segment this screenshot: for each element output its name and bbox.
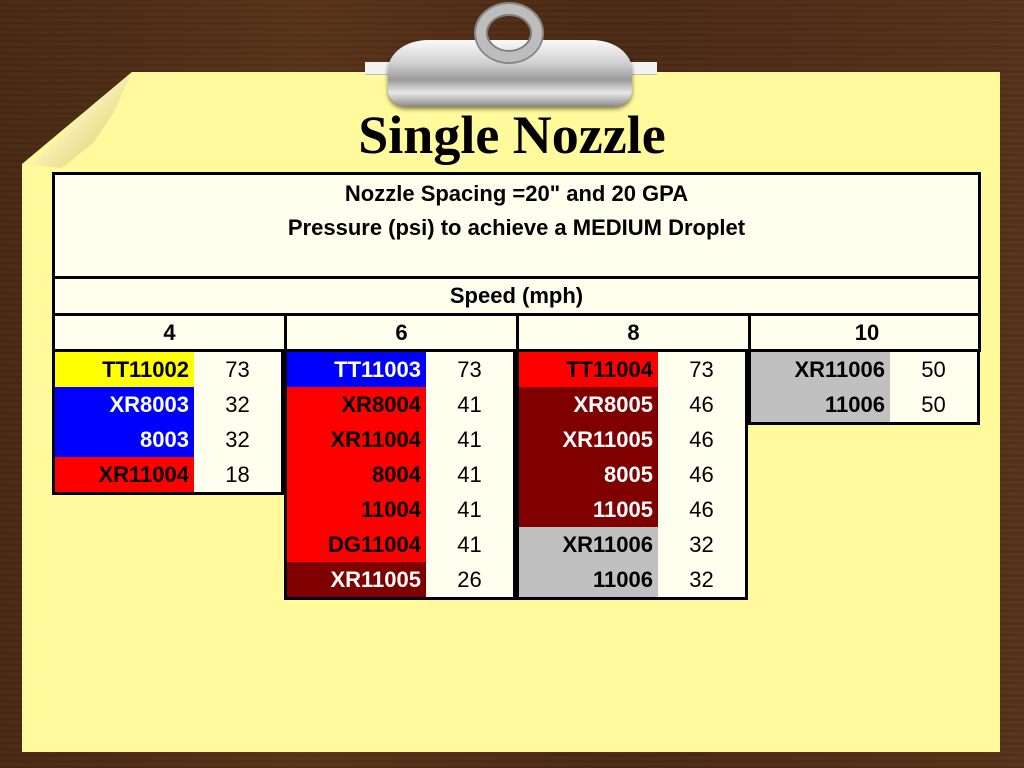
clip-ring-icon <box>476 4 542 62</box>
pressure-cell: 73 <box>225 357 250 382</box>
table-row <box>519 457 745 492</box>
nozzle-cell: 8004 <box>287 457 426 492</box>
speed-header-8: 8 <box>519 316 751 349</box>
header-line-pressure: Pressure (psi) to achieve a MEDIUM Droplet <box>287 215 746 240</box>
speed-label: Speed (mph) <box>52 279 981 316</box>
nozzle-cell: XR11005 <box>287 562 426 597</box>
header-line-spacing: Nozzle Spacing =20" and 20 GPA <box>344 181 689 206</box>
table-row <box>287 352 513 387</box>
pressure-cell: 41 <box>457 427 482 452</box>
pressure-cell: 18 <box>225 462 250 487</box>
nozzle-cell: 11006 <box>751 387 890 422</box>
speed-column-8 <box>516 352 748 600</box>
nozzle-cell: XR11004 <box>55 457 194 492</box>
nozzle-cell: TT11002 <box>55 352 194 387</box>
speed-column-4 <box>52 352 284 495</box>
pressure-cell: 32 <box>689 567 714 592</box>
nozzle-cell: 11004 <box>287 492 426 527</box>
nozzle-cell: TT11004 <box>519 352 658 387</box>
pressure-cell: 46 <box>689 427 714 452</box>
pressure-cell: 73 <box>689 357 714 382</box>
pressure-cell: 41 <box>457 392 482 417</box>
pressure-cell: 32 <box>689 532 714 557</box>
nozzle-cell: XR11005 <box>519 422 658 457</box>
nozzle-cell: 11006 <box>519 562 658 597</box>
table-row <box>519 422 745 457</box>
table-row <box>519 492 745 527</box>
pressure-cell: 50 <box>921 357 946 382</box>
nozzle-cell: XR11004 <box>287 422 426 457</box>
table-row <box>519 527 745 562</box>
nozzle-cell: 8005 <box>519 457 658 492</box>
speed-header-4: 4 <box>55 316 287 349</box>
nozzle-cell: DG11004 <box>287 527 426 562</box>
table-row <box>287 457 513 492</box>
table-row <box>55 457 281 492</box>
page-title: Single Nozzle <box>358 105 666 165</box>
pressure-cell: 41 <box>457 532 482 557</box>
speed-header-10: 10 <box>854 320 880 345</box>
pressure-cell: 73 <box>457 357 482 382</box>
table-row <box>751 387 977 422</box>
pressure-cell: 46 <box>689 497 714 522</box>
table-row <box>55 352 281 387</box>
pressure-cell: 41 <box>457 462 482 487</box>
nozzle-cell: XR11006 <box>519 527 658 562</box>
table-row <box>751 352 977 387</box>
table-row <box>287 422 513 457</box>
table-row <box>55 387 281 422</box>
speed-column-6 <box>284 352 516 600</box>
speed-column-10 <box>748 352 980 425</box>
nozzle-cell: 11005 <box>519 492 658 527</box>
nozzle-cell: XR8003 <box>55 387 194 422</box>
nozzle-cell: 8003 <box>55 422 194 457</box>
pressure-cell: 32 <box>225 427 250 452</box>
table-row <box>519 562 745 597</box>
nozzle-cell: TT11003 <box>287 352 426 387</box>
nozzle-cell: XR8004 <box>287 387 426 422</box>
pressure-cell: 41 <box>457 497 482 522</box>
table-row <box>287 527 513 562</box>
speed-header-row <box>52 316 981 352</box>
pressure-cell: 46 <box>689 462 714 487</box>
nozzle-cell: XR8005 <box>519 387 658 422</box>
table-row <box>287 562 513 597</box>
table-row <box>287 492 513 527</box>
nozzle-cell: XR11006 <box>751 352 890 387</box>
table-row <box>519 387 745 422</box>
table-row <box>287 387 513 422</box>
pressure-cell: 26 <box>457 567 482 592</box>
speed-header-6: 6 <box>287 316 519 349</box>
pressure-cell: 50 <box>921 392 946 417</box>
table-row <box>55 422 281 457</box>
table-row <box>519 352 745 387</box>
table-header <box>52 172 981 279</box>
pressure-cell: 46 <box>689 392 714 417</box>
pressure-cell: 32 <box>225 392 250 417</box>
